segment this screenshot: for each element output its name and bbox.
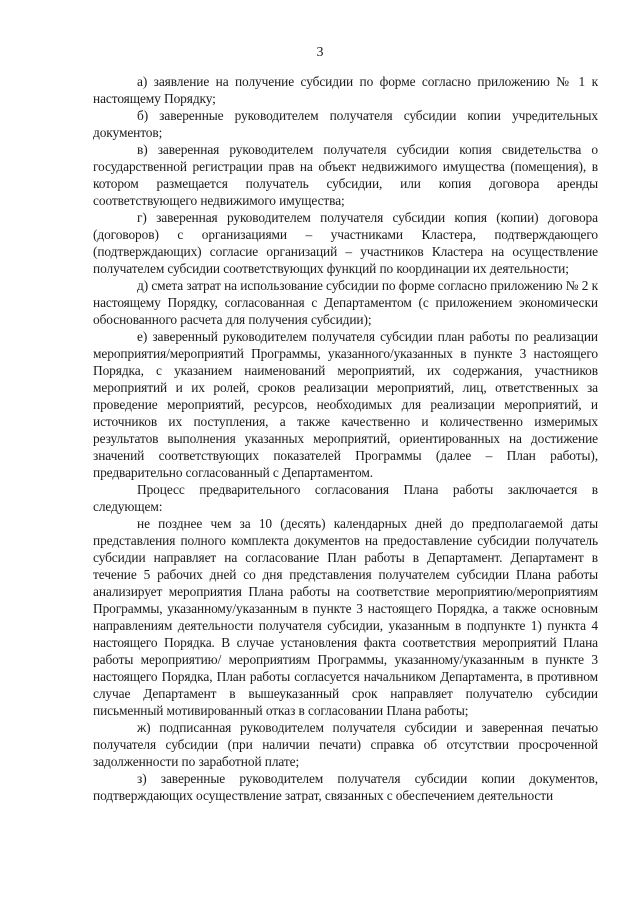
paragraph-g: г) заверенная руководителем получателя субсидии копия (копии) договора (договоров) с организациями – участниками Кластера, подтверждающего (подтверждающих) согласие организаций – участников Кластера на осуществление получателем субсидии соответствующих функций по координации их деятельности; [93, 210, 598, 276]
paragraph-process-details: не позднее чем за 10 (десять) календарных дней до предполагаемой даты представления полного комплекта документов на предоставление субсидии получатель субсидии направляет на согласование План работы в Департамент. Департамент в течение 5 рабочих дней со дня представления получателем субсидии Плана работы анализирует мероприятия Плана работы на соответствие мероприятию/мероприятиям Программы, указанному/указанным в пункте 3 настоящего Порядка, а также основным направлениям деятельности получателя субсидии, указанным в подпункте 1) пункта 4 настоящего Порядка. В случае установления факта соответствия мероприятий Плана работы мероприятию/ мероприятиям Программы, указанному/указанным в пункте 3 настоящего Порядка, План работы согласуется начальником Департамента, в противном случае Департамент в вышеуказанный срок направляет получателю субсидии письменный мотивированный отказ в согласовании Плана работы; [93, 516, 598, 718]
paragraph-process-intro: Процесс предварительного согласования Плана работы заключается в следующем: [93, 482, 598, 514]
paragraph-d: д) смета затрат на использование субсидии по форме согласно приложению № 2 к настоящему Порядку, согласованная с Департаментом (с приложением экономически обоснованного расчета для получения субсидии); [93, 278, 598, 327]
paragraph-v: в) заверенная руководителем получателя субсидии копия свидетельства о государственной регистрации прав на объект недвижимого имущества (помещения), в котором размещается получатель субсидии, или копия договора аренды соответствующего недвижимого имущества; [93, 142, 598, 208]
paragraph-z: з) заверенные руководителем получателя субсидии копии документов, подтверждающих осуществление затрат, связанных с обеспечением деятельности [93, 771, 598, 803]
paragraph-e: е) заверенный руководителем получателя субсидии план работы по реализации мероприятия/мероприятий Программы, указанного/указанных в пункте 3 настоящего Порядка, с указанием наименований мероприятий, их содержания, участников мероприятий и их ролей, сроков реализации мероприятий, лиц, ответственных за проведение мероприятий, ресурсов, необходимых для реализации мероприятий, и источников их поступления, а также качественно и количественно измеримых результатов выполнения указанных мероприятий, ориентированных на достижение значений соответствующих показателей Программы (далее – План работы), предварительно согласованный с Департаментом. [93, 329, 598, 480]
document-body [93, 73, 598, 804]
paragraph-a: а) заявление на получение субсидии по форме согласно приложению № 1 к настоящему Порядку; [93, 74, 598, 106]
paragraph-b: б) заверенные руководителем получателя субсидии копии учредительных документов; [93, 108, 598, 140]
paragraph-zh: ж) подписанная руководителем получателя субсидии и заверенная печатью получателя субсидии (при наличии печати) справка об отсутствии просроченной задолженности по заработной плате; [93, 720, 598, 769]
page-number: 3 [316, 45, 324, 60]
